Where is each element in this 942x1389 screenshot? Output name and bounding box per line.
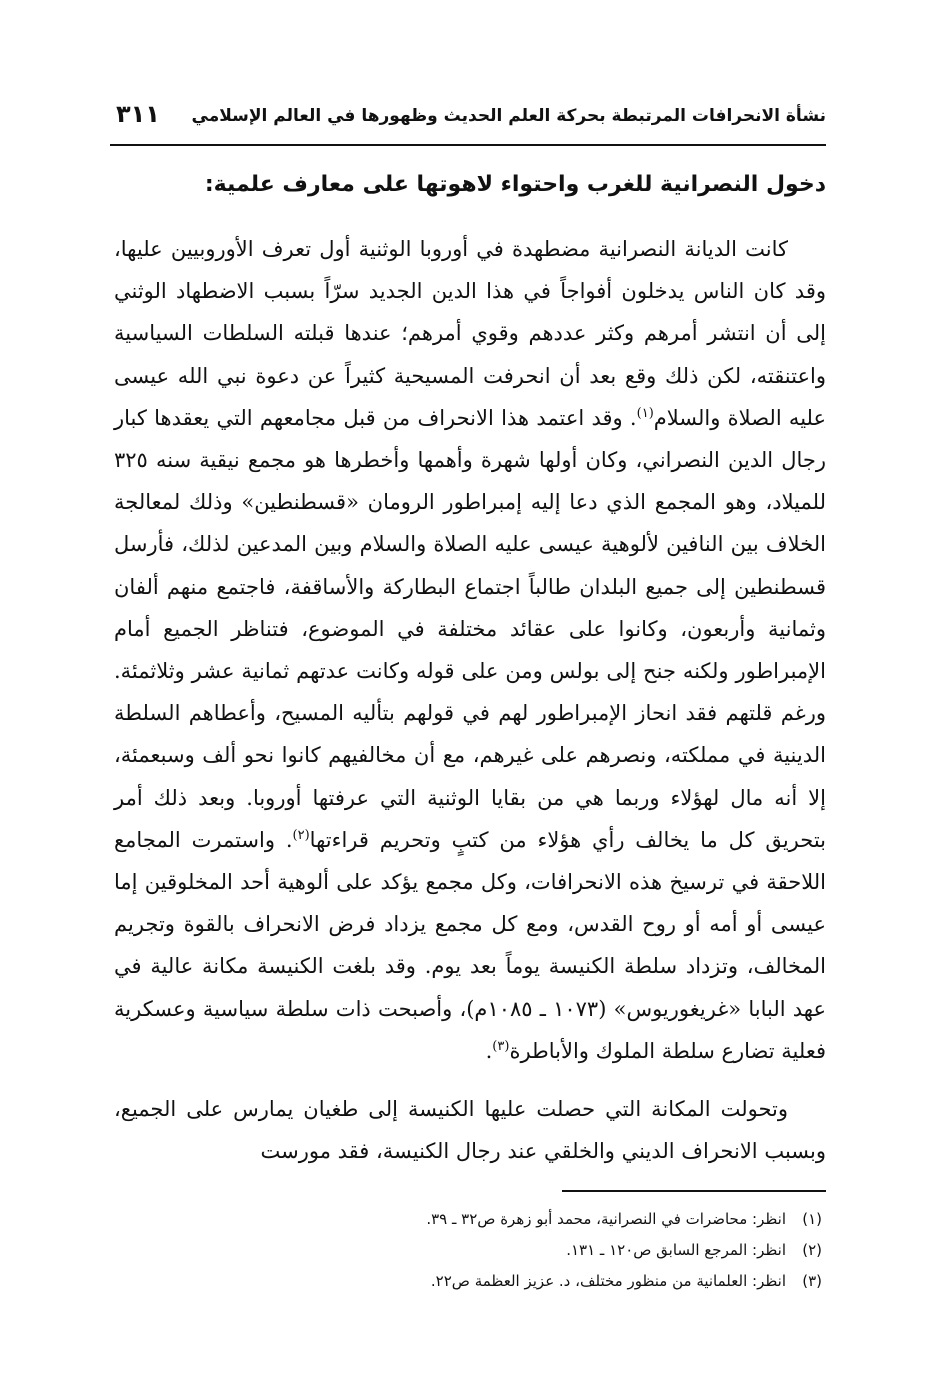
footnote-ref-2[interactable]: (٢) <box>292 827 310 843</box>
paragraph-1-part-b: . وقد اعتمد هذا الانحراف من قبل مجامعهم التي يعقدها كبار رجال الدين النصراني، وكان أولها شهرة وأهمها وأخطرها هو مجمع نيقية سنه ٣٢٥ للميلاد، وهو المجمع الذي دعا إليه إمبراطور الرومان «قسطنطين» وذلك لمعالجة الخلاف بين النافين لألوهية عيسى عليه الصلاة والسلام وبين المدعين لذلك، فأرسل قسطنطين إلى جميع البلدان طالباً اجتماع البطاركة والأساقفة، فاجتمع منهم ألفان وثمانية وأربعون، وكانوا على عقائد مختلفة في الموضوع، فتناظر الجميع أمام الإمبراطور ولكنه جنح إلى بولس ومن على قوله وكانت عدتهم ثمانية عشر وثلاثمئة. ورغم قلتهم فقد انحاز الإمبراطور لهم في قولهم بتأليه المسيح، وأعطاهم السلطة الدينية في مملكته، ونصرهم على غيرهم، مع أن مخالفيهم كانوا نحو ألف وسبعمئة، إلا أنه مال لهؤلاء وربما هي من بقايا الوثنية التي عرفتها أوروبا. وبعد ذلك أمر بتحريق كل ما يخالف رأي هؤلاء من كتبٍ وتحريم قراءتها <box>114 405 827 852</box>
footnote-text: انظر: محاضرات في النصرانية، محمد أبو زهرة ص٣٢ ـ ٣٩. <box>426 1210 786 1228</box>
page-number: ٣١١ <box>116 100 160 128</box>
footnote-number: (١) <box>802 1210 822 1228</box>
footnote-item <box>122 1235 822 1266</box>
section-heading: دخول النصرانية للغرب واحتواء لاهوتها على معارف علمية: <box>204 172 826 197</box>
running-title: نشأة الانحرافات المرتبطة بحركة العلم الحديث وظهورها في العالم الإسلامي <box>191 106 826 126</box>
body-text <box>114 228 826 1172</box>
footnote-text: انظر: المرجع السابق ص١٢٠ ـ ١٣١. <box>566 1241 786 1259</box>
paragraph-2: وتحولت المكانة التي حصلت عليها الكنيسة إلى طغيان يمارس على الجميع، وبسبب الانحراف الديني والخلقي عند رجال الكنيسة، فقد مورست <box>114 1097 826 1164</box>
paragraph-1-part-d: . <box>485 1038 493 1063</box>
footnote-item <box>122 1204 822 1235</box>
running-header <box>110 100 826 140</box>
paragraph-1 <box>114 228 826 1072</box>
footnote-number: (٢) <box>802 1241 822 1259</box>
footnote-ref-3[interactable]: (٣) <box>492 1038 510 1054</box>
footnote-item <box>122 1266 822 1297</box>
header-divider <box>110 144 826 146</box>
paragraph-1-part-a: كانت الديانة النصرانية مضطهدة في أوروبا الوثنية أول تعرف الأوروبيين عليها، وقد كان الناس يدخلون أفواجاً في هذا الدين الجديد سرّاً بسبب الاضطهاد الوثني إلى أن انتشر أمرهم وكثر عددهم وقوي أمرهم؛ عندها قبلته السلطات السياسية واعتنقته، لكن ذلك وقع بعد أن انحرفت المسيحية كثيراً عن دعوة نبي الله عيسى عليه الصلاة والسلام <box>114 237 827 430</box>
footnote-ref-1[interactable]: (١) <box>636 405 654 421</box>
footnotes-list <box>122 1204 822 1297</box>
footnote-number: (٣) <box>802 1272 822 1290</box>
paragraph-1-part-c: . واستمرت المجامع اللاحقة في ترسيخ هذه الانحرافات، وكل مجمع يؤكد على ألوهية أحد المخلوقين إما عيسى أو أمه أو روح القدس، ومع كل مجمع يزداد فرض الانحراف بالقوة وتجريم المخالف، وتزداد سلطة الكنيسة يوماً بعد يوم. وقد بلغت الكنيسة مكانة عالية في عهد البابا «غريغوريوس» (١٠٧٣ ـ ١٠٨٥م)، وأصبحت ذات سلطة سياسية وعسكرية فعلية تضارع سلطة الملوك والأباطرة <box>114 827 826 1063</box>
footnote-text: انظر: العلمانية من منظور مختلف، د. عزيز العظمة ص٢٢. <box>430 1272 786 1290</box>
footnote-divider <box>562 1190 826 1192</box>
